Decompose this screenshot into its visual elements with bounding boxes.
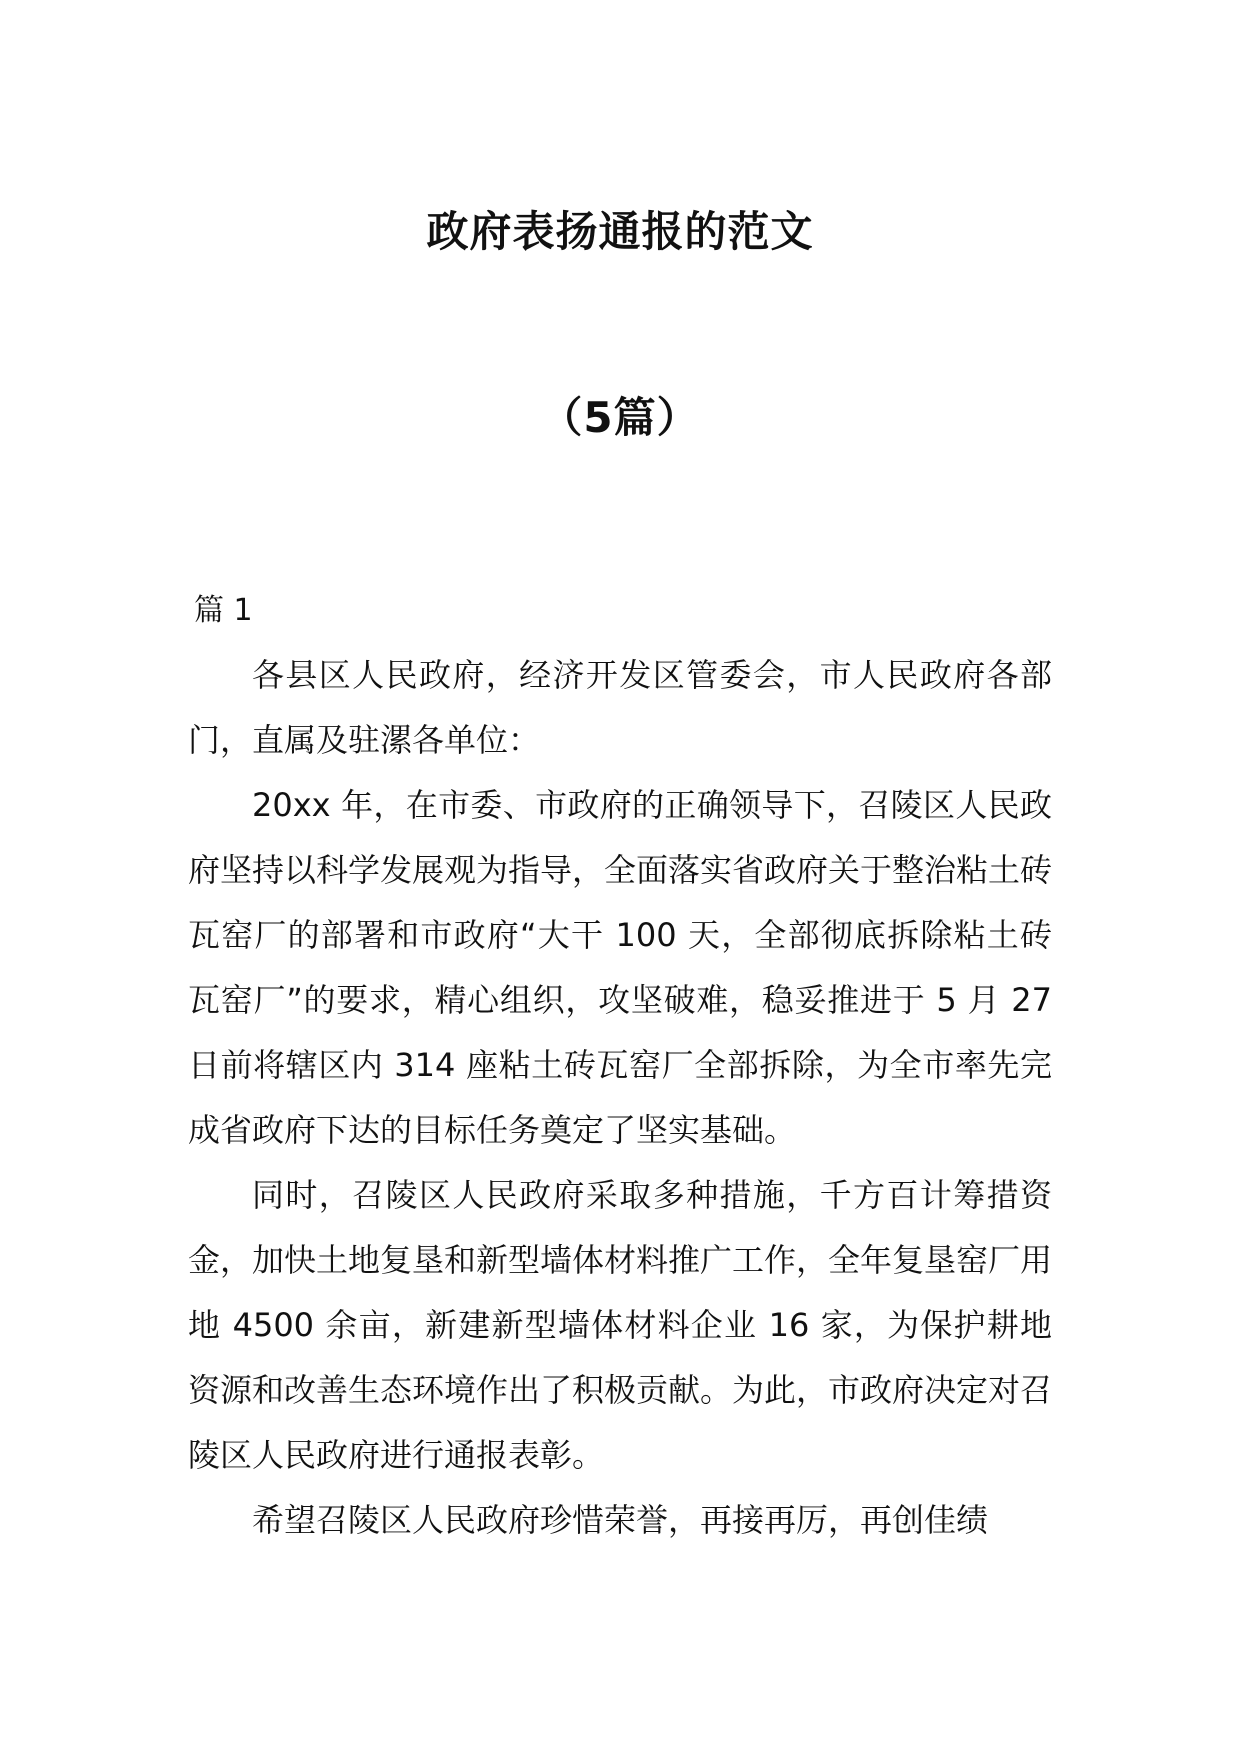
body-paragraph: 同时，召陵区人民政府采取多种措施，千方百计筹措资金，加快土地复垦和新型墙体材料推广工作，全年复垦窑厂用地 4500 余亩，新建新型墙体材料企业 16 家，为保护耕地资源和改善生态环境作出了积极贡献。为此，市政府决定对召陵区人民政府进行通报表彰。 [188, 1176, 1053, 1474]
document-body [188, 578, 1052, 1553]
document-title: 政府表扬通报的范文 [426, 207, 814, 256]
document-subtitle: （5篇） [540, 393, 700, 442]
section-label: 篇 1 [194, 593, 253, 628]
body-paragraph: 希望召陵区人民政府珍惜荣誉，再接再厉，再创佳绩 [252, 1501, 989, 1539]
body-paragraph: 20xx 年，在市委、市政府的正确领导下，召陵区人民政府坚持以科学发展观为指导，全面落实省政府关于整治粘土砖瓦窑厂的部署和市政府“大干 100 天，全部彻底拆除粘土砖瓦窑厂”的要求，精心组织，攻坚破难，稳妥推进于 5 月 27 日前将辖区内 314 座粘土砖瓦窑厂全部拆除，为全市率先完成省政府下达的目标任务奠定了坚实基础。 [188, 786, 1053, 1149]
salutation-paragraph: 各县区人民政府，经济开发区管委会，市人民政府各部门，直属及驻漯各单位： [188, 656, 1052, 759]
